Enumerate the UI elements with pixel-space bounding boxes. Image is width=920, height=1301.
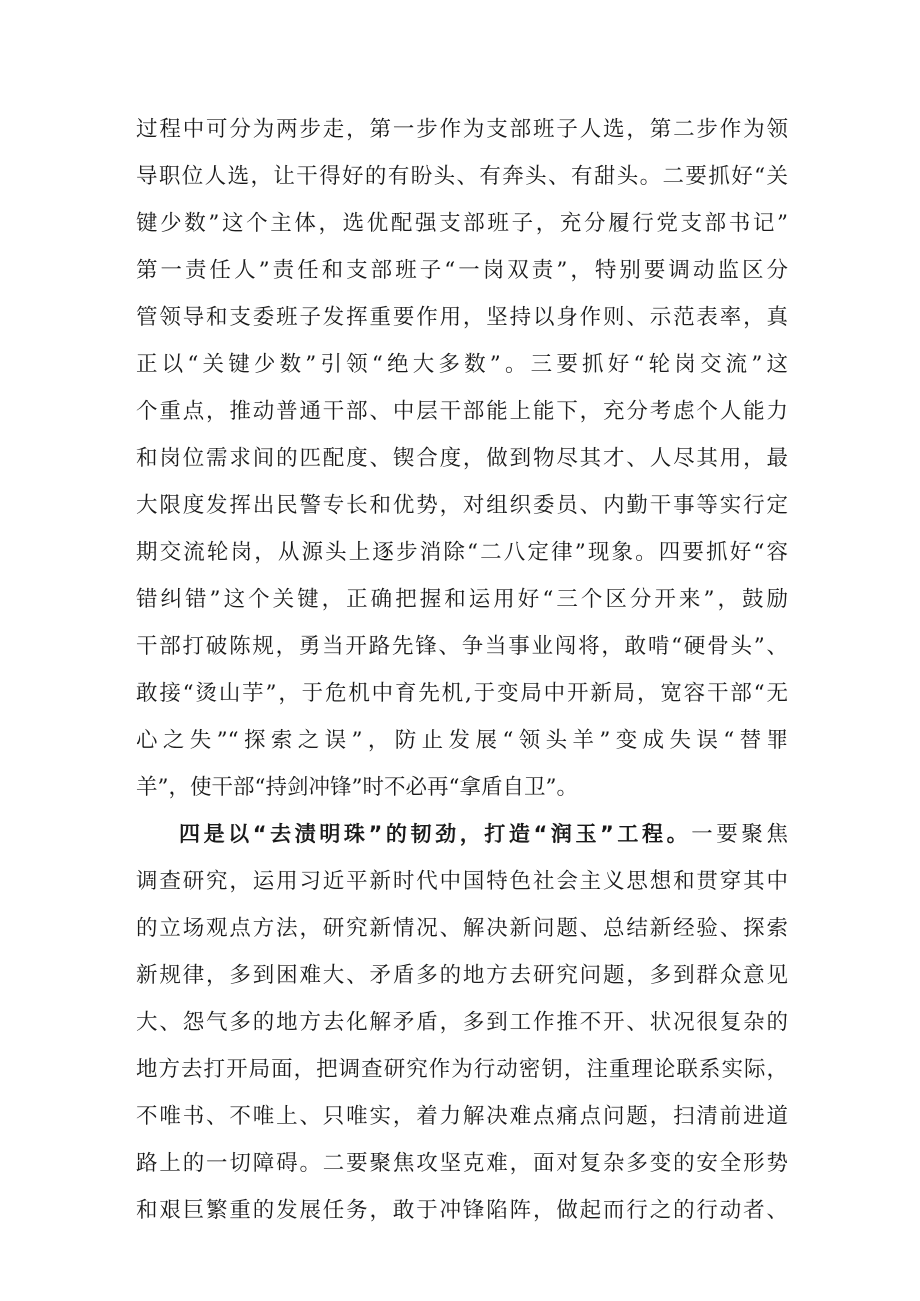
text-line: 导职位人选，让干得好的有盼头、有奔头、有甜头。二要抓好“关 [136, 164, 788, 189]
text-line: 的立场观点方法，研究新情况、解决新问题、总结新经验、探索 [136, 916, 788, 941]
text-line: 错纠错”这个关键，正确把握和运用好“三个区分开来”，鼓励 [136, 587, 788, 612]
text-line: 和岗位需求间的匹配度、锲合度，做到物尽其才、人尽其用，最 [136, 446, 788, 471]
text-line: 干部打破陈规，勇当开路先锋、争当事业闯将，敢啃“硬骨头”、 [136, 634, 788, 659]
text-line: 不唯书、不唯上、只唯实，着力解决难点痛点问题，扫清前进道 [136, 1104, 788, 1129]
text-line: 第一责任人”责任和支部班子“一岗双责”，特别要调动监区分 [136, 258, 788, 283]
text-line: 期交流轮岗，从源头上逐步消除“二八定律”现象。四要抓好“容 [136, 540, 788, 565]
text-line: 管领导和支委班子发挥重要作用，坚持以身作则、示范表率，真 [136, 305, 788, 330]
paragraph-heading: 四是以“去渍明珠”的韧劲，打造“润玉”工程。 [179, 822, 692, 846]
text-line: 大、怨气多的地方去化解矛盾，多到工作推不开、状况很复杂的 [136, 1010, 788, 1035]
text-line: 过程中可分为两步走，第一步作为支部班子人选，第二步作为领 [136, 117, 788, 142]
text-line: 个重点，推动普通干部、中层干部能上能下，充分考虑个人能力 [136, 399, 788, 424]
heading-line-rest: 一要聚焦 [691, 822, 788, 847]
text-line: 调查研究，运用习近平新时代中国特色社会主义思想和贯穿其中 [136, 869, 788, 894]
text-line: 新规律，多到困难大、矛盾多的地方去研究问题，多到群众意见 [136, 963, 788, 988]
text-line: 敢接“烫山芋”，于危机中育先机,于变局中开新局，宽容干部“无 [136, 681, 788, 706]
text-line: 和艰巨繁重的发展任务，敢于冲锋陷阵，做起而行之的行动者、 [136, 1198, 788, 1223]
paragraph-first-line [136, 811, 788, 858]
text-line: 羊”，使干部“持剑冲锋”时不必再“拿盾自卫”。 [136, 775, 578, 800]
text-line: 大限度发挥出民警专长和优势，对组织委员、内勤干事等实行定 [136, 493, 788, 518]
text-line: 键少数”这个主体，选优配强支部班子，充分履行党支部书记” [136, 211, 788, 236]
text-line: 正以“关键少数”引领“绝大多数”。三要抓好“轮岗交流”这 [136, 352, 788, 377]
text-line: 地方去打开局面，把调查研究作为行动密钥，注重理论联系实际， [136, 1057, 788, 1082]
document-body [136, 106, 788, 1234]
paragraph-1 [136, 106, 788, 811]
text-line: 心之失”“探索之误”，防止发展“领头羊”变成失误“替罪 [136, 728, 788, 753]
paragraph-2 [136, 811, 788, 1234]
text-line: 路上的一切障碍。二要聚焦攻坚克难，面对复杂多变的安全形势 [136, 1151, 788, 1176]
